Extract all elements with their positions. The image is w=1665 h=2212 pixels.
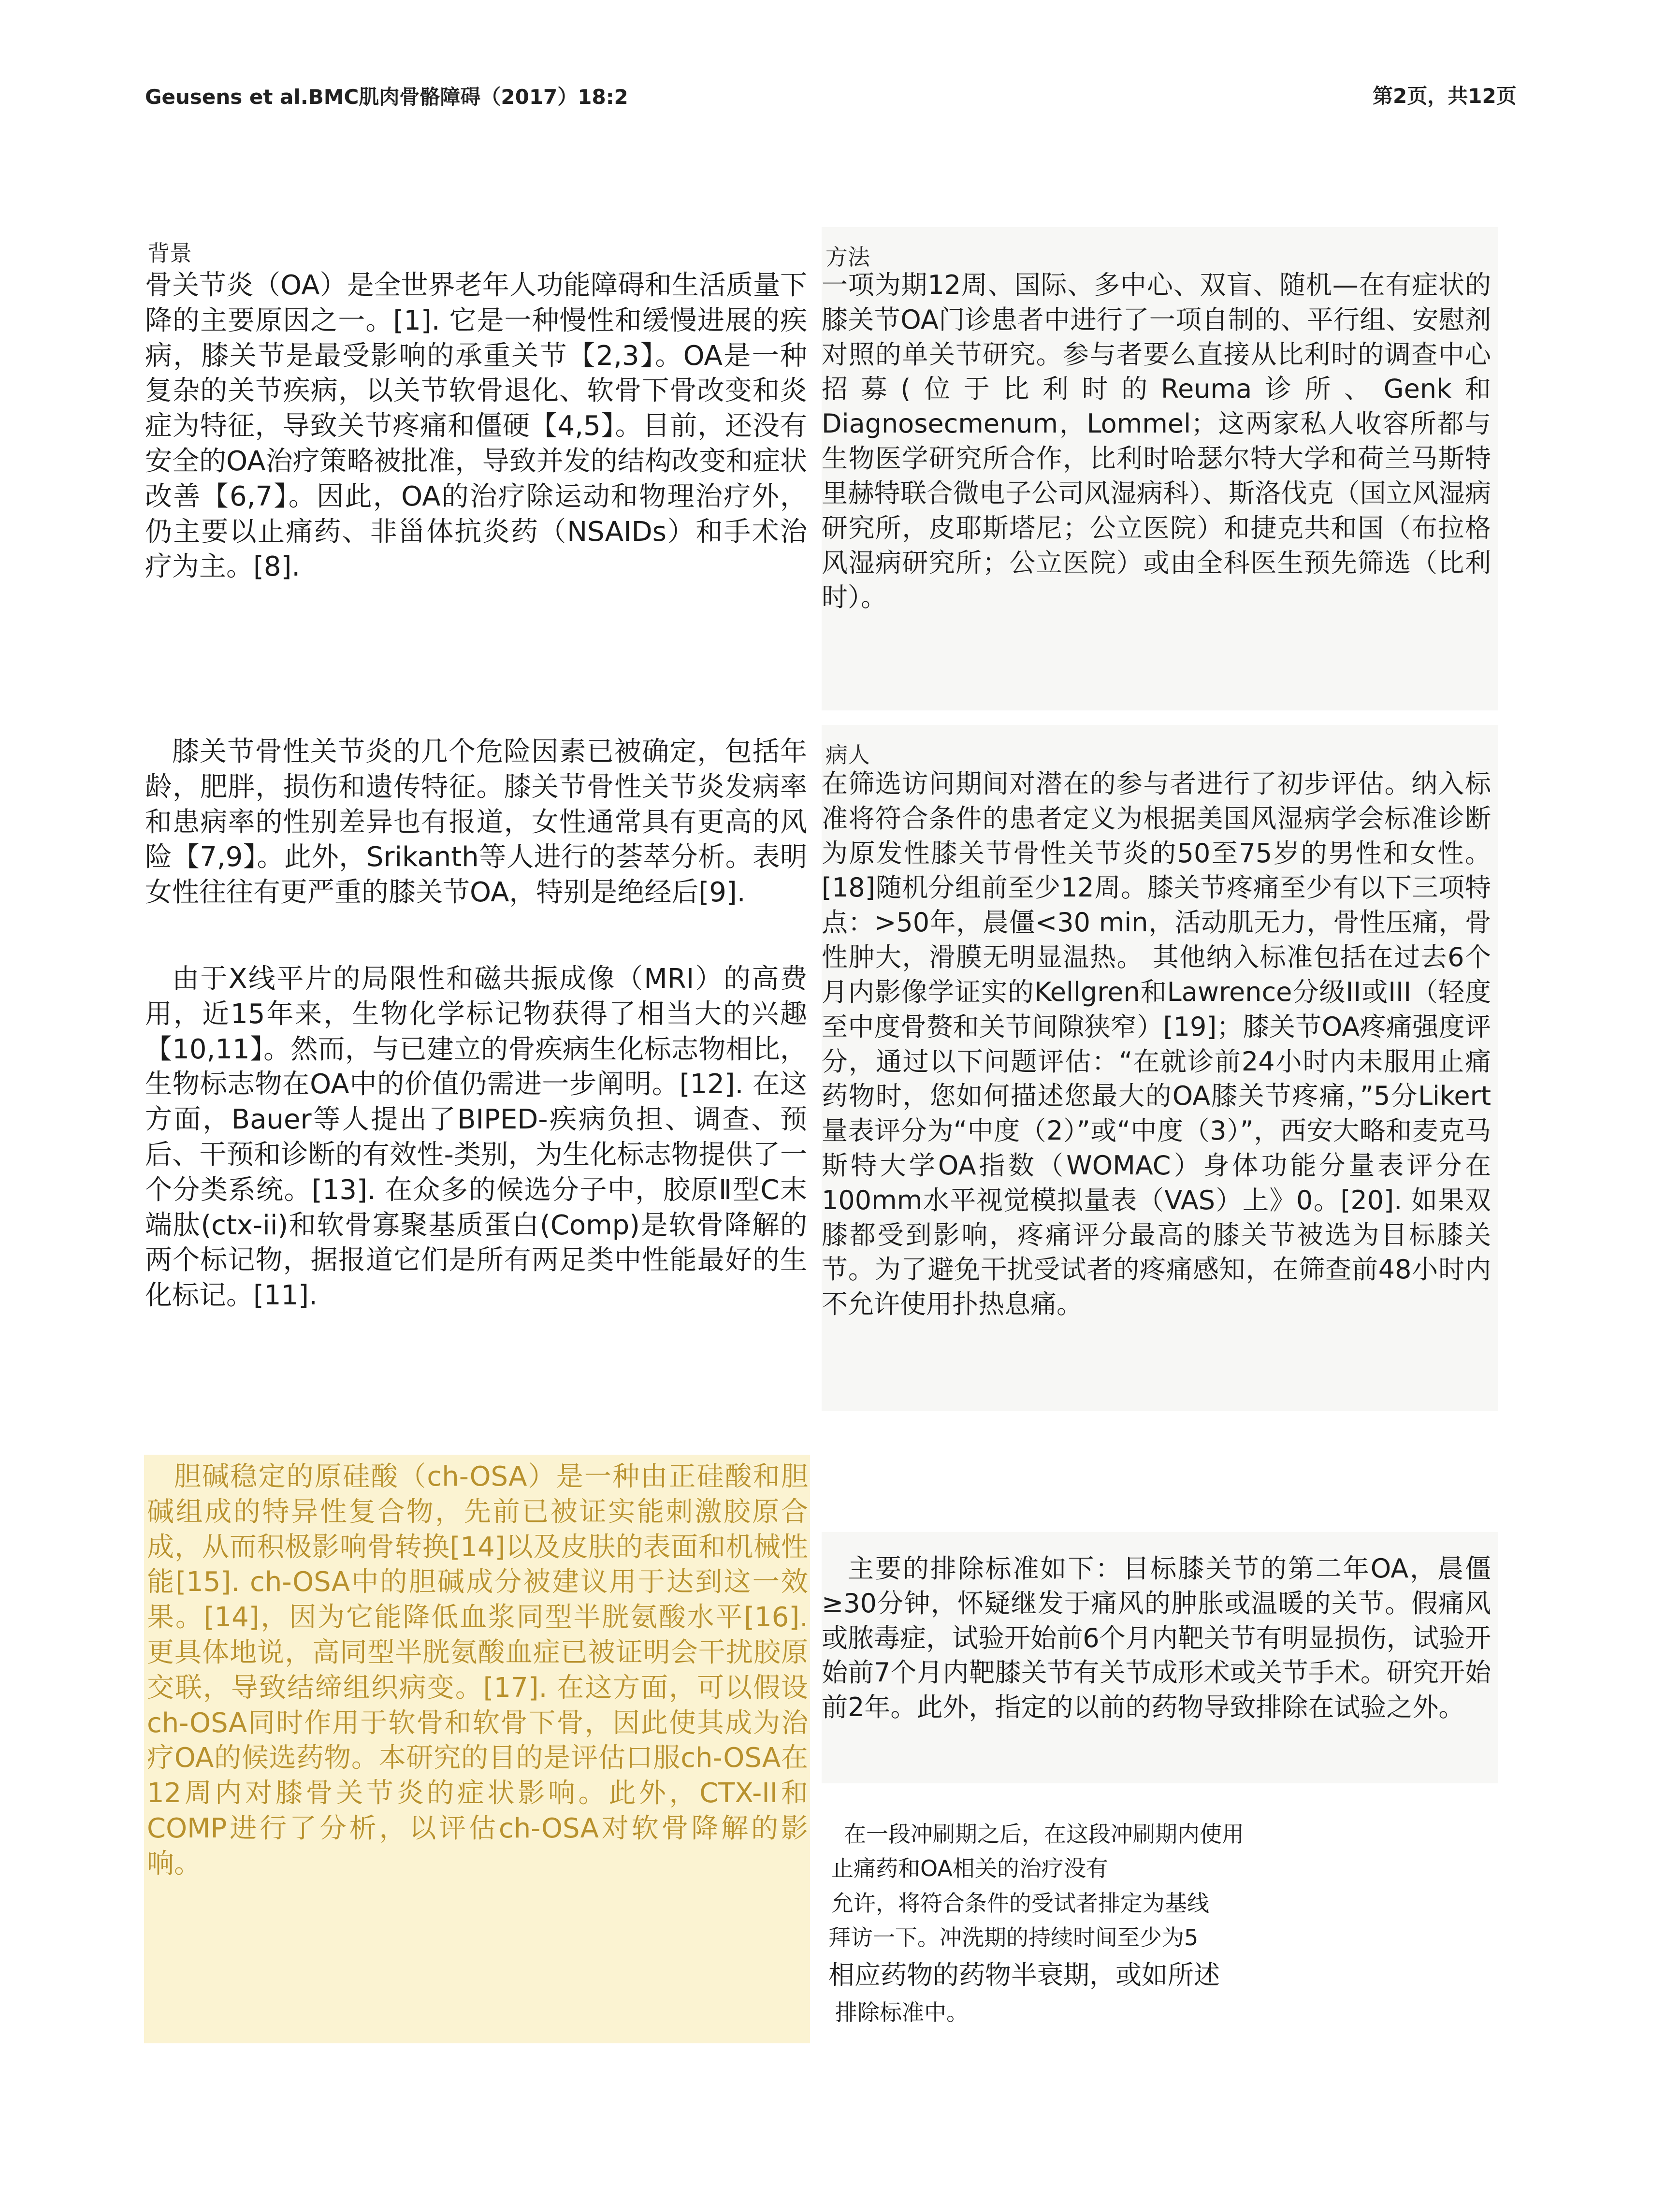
- washout-line: 拜访一下。冲洗期的持续时间至少为5: [828, 1924, 1199, 1951]
- patients-heading: 病人: [825, 742, 870, 768]
- washout-line: 排除标准中。: [835, 1999, 969, 2025]
- washout-line: 止痛药和OA相关的治疗没有: [831, 1855, 1108, 1882]
- washout-block: [822, 1817, 1498, 2030]
- background-paragraph-2: 膝关节骨性关节炎的几个危险因素已被确定，包括年龄，肥胖，损伤和遗传特征。膝关节骨性关节炎发病率和患病率的性别差异也有报道，女性通常具有更高的风险【7,9】。此外，Srikanth等人进行的荟萃分析。表明女性往往有更严重的膝关节OA，特别是绝经后[9].: [145, 736, 807, 909]
- background-paragraph-3: 由于X线平片的局限性和磁共振成像（MRI）的高费用，近15年来，生物化学标记物获得了相当大的兴趣【10,11】。然而，与已建立的骨疾病生化标志物相比，生物标志物在OA中的价值仍需进一步阐明。[12]. 在这方面，Bauer等人提出了BIPED-疾病负担、调查、预后、干预和诊断的有效性-类别，为生化标志物提供了一个分类系统。[13]. 在众多的候选分子中，胶原Ⅱ型C末端肽(ctx-ii)和软骨寡聚基质蛋白(Comp)是软骨降解的两个标记物，据报道它们是所有两足类中性能最好的生化标记。[11].: [145, 963, 807, 1312]
- background-paragraph-1: 骨关节炎（OA）是全世界老年人功能障碍和生活质量下降的主要原因之一。[1]. 它是一种慢性和缓慢进展的疾病，膝关节是最受影响的承重关节【2,3】。OA是一种复杂的关节疾病，以关节软骨退化、软骨下骨改变和炎症为特征，导致关节疼痛和僵硬【4,5】。目前，还没有安全的OA治疗策略被批准，导致并发的结构改变和症状改善【6,7】。因此，OA的治疗除运动和物理治疗外，仍主要以止痛药、非甾体抗炎药（NSAIDs）和手术治疗为主。[8].: [145, 270, 807, 583]
- patients-block: [822, 725, 1498, 1411]
- washout-line: 相应药物的药物半衰期，或如所述: [828, 1960, 1220, 1991]
- exclusion-block: [822, 1532, 1498, 1783]
- highlighted-paragraph-ch-osa: 胆碱稳定的原硅酸（ch-OSA）是一种由正硅酸和胆碱组成的特异性复合物，先前已被证实能刺激胶原合成，从而积极影响骨转换[14]以及皮肤的表面和机械性能[15]. ch-OSA中的胆碱成分被建议用于达到这一效果。[14]，因为它能降低血浆同型半胱氨酸水平[16]. 更具体地说，高同型半胱氨酸血症已被证明会干扰胶原交联，导致结缔组织病变。[17]. 在这方面，可以假设ch-OSA同时作用于软骨和软骨下骨，因此使其成为治疗OA的候选药物。本研究的目的是评估口服ch-OSA在12周内对膝骨关节炎的症状影响。此外，CTX-II和COMP进行了分析，以评估ch-OSA对软骨降解的影响。: [144, 1455, 810, 2043]
- running-header-citation: Geusens et al.BMC肌肉骨骼障碍（2017）18:2: [145, 85, 628, 109]
- background-heading: 背景: [147, 240, 192, 266]
- page-number: 第2页，共12页: [1373, 84, 1517, 108]
- methods-paragraph: 一项为期12周、国际、多中心、双盲、随机—在有症状的膝关节OA门诊患者中进行了一项自制的、平行组、安慰剂对照的单关节研究。参与者要么直接从比利时的调查中心招募(位于比利时的Reuma诊所、Genk和Diagnosecmenum，Lommel；这两家私人收容所都与生物医学研究所合作，比利时哈瑟尔特大学和荷兰马斯特里赫特联合微电子公司风湿病科）、斯洛伐克（国立风湿病研究所，皮耶斯塔尼；公立医院）和捷克共和国（布拉格风湿病研究所；公立医院）或由全科医生预先筛选（比利时）。: [822, 270, 1491, 613]
- inclusion-criteria-paragraph: 在筛选访问期间对潜在的参与者进行了初步评估。纳入标准将符合条件的患者定义为根据美国风湿病学会标准诊断为原发性膝关节骨性关节炎的50至75岁的男性和女性。[18]随机分组前至少12周。膝关节疼痛至少有以下三项特点：>50年，晨僵<30 min，活动肌无力，骨性压痛，骨性肿大，滑膜无明显温热。 其他纳入标准包括在过去6个月内影像学证实的Kellgren和Lawrence分级II或III（轻度至中度骨赘和关节间隙狭窄）[19]；膝关节OA疼痛强度评分，通过以下问题评估：“在就诊前24小时内未服用止痛药物时，您如何描述您最大的OA膝关节疼痛，”5分Likert量表评分为“中度（2）”或“中度（3）”，西安大略和麦克马斯特大学OA指数（WOMAC）身体功能分量表评分在100mm水平视觉模拟量表（VAS）上》0。[20]. 如果双膝都受到影响，疼痛评分最高的膝关节被选为目标膝关节。为了避免干扰受试者的疼痛感知，在筛查前48小时内不允许使用扑热息痛。: [822, 768, 1491, 1320]
- exclusion-criteria-paragraph: 主要的排除标准如下：目标膝关节的第二年OA，晨僵≥30分钟，怀疑继发于痛风的肿胀或温暖的关节。假痛风或脓毒症，试验开始前6个月内靶关节有明显损伤，试验开始前7个月内靶膝关节有关节成形术或关节手术。研究开始前2年。此外，指定的以前的药物导致排除在试验之外。: [822, 1553, 1491, 1723]
- washout-line: 在一段冲刷期之后，在这段冲刷期内使用: [844, 1821, 1244, 1847]
- washout-line: 允许，将符合条件的受试者排定为基线: [831, 1890, 1209, 1916]
- methods-heading: 方法: [825, 244, 870, 270]
- methods-block: [822, 227, 1498, 710]
